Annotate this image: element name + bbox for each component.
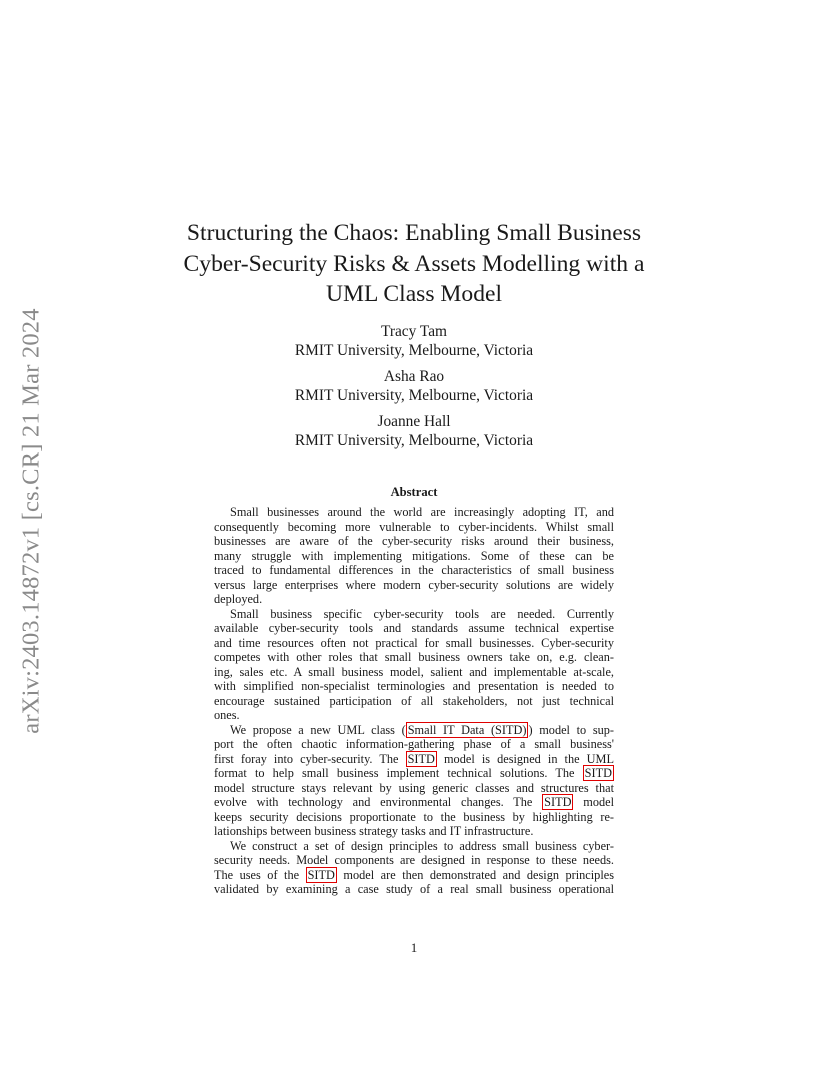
title-line: UML Class Model bbox=[325, 281, 503, 307]
abstract-line: We propose a new UML class ( Small IT Data (SITD) ) model to sup- bbox=[230, 722, 615, 737]
author-entry bbox=[214, 413, 614, 451]
sitd-link[interactable]: SITD bbox=[584, 766, 612, 780]
abstract-line: lationships between business strategy tasks and IT infrastructure. bbox=[214, 824, 534, 838]
abstract-line: ing, sales etc. A small business model, salient and implementable at-scale, bbox=[214, 664, 614, 679]
abstract-line: We construct a set of design principles to address small business cyber- bbox=[230, 838, 614, 853]
abstract-line: consequently becoming more vulnerable to cyber-incidents. Whilst small bbox=[214, 519, 614, 534]
abstract-heading: Abstract bbox=[390, 485, 438, 499]
abstract-line: and time resources often not practical for small businesses. Cyber-security bbox=[214, 635, 614, 650]
author-name: Asha Rao bbox=[383, 368, 445, 386]
arxiv-identifier: arXiv:2403.14872v1 [cs.CR] 21 Mar 2024 bbox=[18, 307, 46, 734]
author-block bbox=[214, 323, 614, 458]
abstract-line: Small business specific cyber-security tools are needed. Currently bbox=[230, 606, 614, 621]
author-affiliation: RMIT University, Melbourne, Victoria bbox=[294, 431, 534, 449]
abstract-line: available cyber-security tools and standards assume technical expertise bbox=[214, 621, 614, 635]
abstract-line: first foray into cyber-security. The SITD model is designed in the UML bbox=[214, 751, 614, 766]
abstract-line: businesses are aware of the cyber-security risks around their business, bbox=[214, 534, 614, 548]
author-name: Joanne Hall bbox=[377, 413, 451, 431]
author-entry bbox=[214, 323, 614, 361]
abstract-line: ones. bbox=[214, 708, 240, 722]
abstract-line: model structure stays relevant by using generic classes and structures that bbox=[214, 780, 614, 795]
abstract-line: encourage sustained participation of all stakeholders, not just technical bbox=[214, 693, 614, 708]
abstract-line: port the often chaotic information-gathering phase of a small business' bbox=[214, 737, 614, 751]
abstract-line: many struggle with implementing mitigations. Some of these can be bbox=[214, 548, 614, 563]
abstract-line: competes with other roles that small business owners take on, e.g. clean- bbox=[214, 650, 614, 664]
author-affiliation: RMIT University, Melbourne, Victoria bbox=[294, 386, 534, 404]
abstract-line: versus large enterprises where modern cyber-security solutions are widely bbox=[214, 577, 614, 592]
abstract-line: keeps security decisions proportionate to the business by highlighting re- bbox=[214, 809, 614, 824]
abstract-line: with simplified non-specialist terminologies and presentation is needed to bbox=[214, 679, 614, 693]
sitd-link[interactable]: SITD bbox=[307, 867, 335, 882]
sitd-link[interactable]: Small IT Data (SITD) bbox=[407, 722, 527, 737]
abstract-line: traced to fundamental differences in the characteristics of small business bbox=[214, 563, 614, 577]
abstract-line: format to help small business implement technical solutions. The SITD bbox=[214, 766, 612, 780]
abstract-line: security needs. Model components are designed in response to these needs. bbox=[214, 853, 614, 867]
abstract-line: evolve with technology and environmental changes. The SITD model bbox=[214, 795, 615, 809]
author-entry bbox=[214, 368, 614, 406]
abstract-line: deployed. bbox=[214, 592, 263, 606]
sitd-link[interactable]: SITD bbox=[544, 795, 572, 809]
abstract-line: Small businesses around the world are increasingly adopting IT, and bbox=[230, 505, 614, 519]
author-name: Tracy Tam bbox=[380, 323, 448, 340]
paper-title bbox=[150, 218, 678, 310]
title-line: Structuring the Chaos: Enabling Small Business bbox=[186, 220, 642, 246]
sitd-link[interactable]: SITD bbox=[407, 751, 435, 766]
abstract-line: The uses of the SITD model are then demonstrated and design principles bbox=[214, 867, 614, 882]
arxiv-identifier-sidebar bbox=[12, 283, 52, 758]
abstract-line: validated by examining a case study of a real small business operational bbox=[214, 882, 614, 896]
author-affiliation: RMIT University, Melbourne, Victoria bbox=[294, 341, 534, 359]
abstract-body bbox=[214, 505, 614, 897]
title-line: Cyber-Security Risks & Assets Modelling with a bbox=[183, 250, 645, 277]
page-number: 1 bbox=[410, 940, 418, 955]
